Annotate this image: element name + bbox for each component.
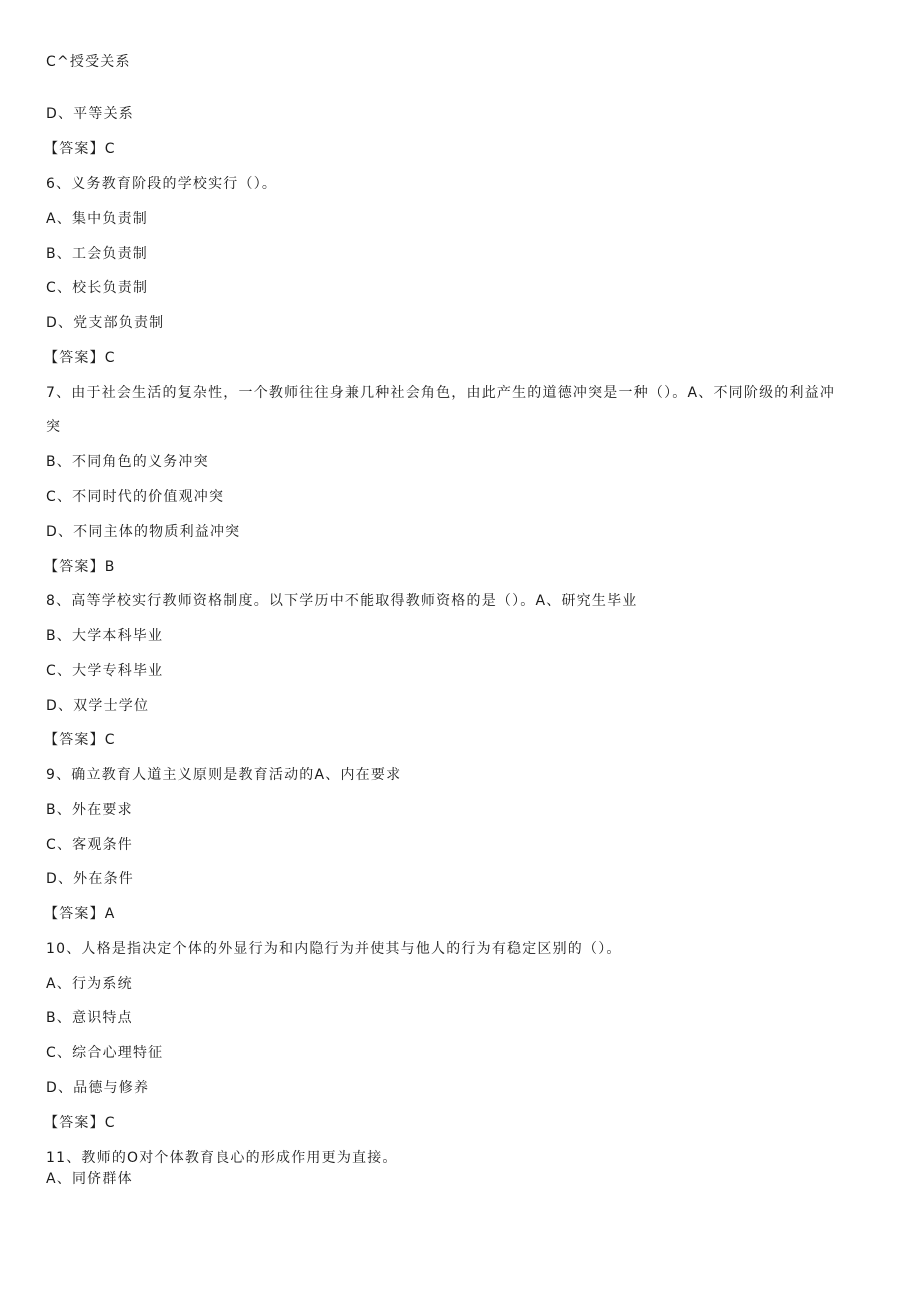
answer-line: 【答案】A xyxy=(44,906,116,922)
answer-line: 【答案】C xyxy=(44,350,116,366)
question-line: 7、由于社会生活的复杂性，一个教师往往身兼几种社会角色，由此产生的道德冲突是一种（）。A、不同阶级的利益冲 xyxy=(46,385,836,401)
answer-line: 【答案】C xyxy=(44,732,116,748)
option-line: A、行为系统 xyxy=(46,976,133,992)
option-line: C、不同时代的价值观冲突 xyxy=(46,489,225,505)
option-line: D、双学士学位 xyxy=(46,698,150,714)
option-line: B、意识特点 xyxy=(46,1010,133,1026)
option-line: A、集中负责制 xyxy=(46,211,148,227)
option-line: C^授受关系 xyxy=(46,54,131,70)
question-line: 8、高等学校实行教师资格制度。以下学历中不能取得教师资格的是（）。A、研究生毕业 xyxy=(46,593,638,609)
question-line: 11、教师的O对个体教育良心的形成作用更为直接。 xyxy=(46,1150,398,1166)
answer-line: 【答案】B xyxy=(44,559,116,575)
question-line: 9、确立教育人道主义原则是教育活动的A、内在要求 xyxy=(46,767,402,783)
option-line: C、大学专科毕业 xyxy=(46,663,164,679)
answer-line: 【答案】C xyxy=(44,141,116,157)
option-line: B、不同角色的义务冲突 xyxy=(46,454,209,470)
option-line: B、外在要求 xyxy=(46,802,133,818)
option-line: A、同侪群体 xyxy=(46,1171,133,1187)
option-line: D、平等关系 xyxy=(46,106,134,122)
question-line: 6、义务教育阶段的学校实行（）。 xyxy=(46,176,278,192)
answer-line: 【答案】C xyxy=(44,1115,116,1131)
question-continuation-line: 突 xyxy=(46,419,62,435)
option-line: C、综合心理特征 xyxy=(46,1045,164,1061)
option-line: D、党支部负责制 xyxy=(46,315,165,331)
option-line: D、不同主体的物质利益冲突 xyxy=(46,524,241,540)
option-line: B、工会负责制 xyxy=(46,246,149,262)
question-line: 10、人格是指决定个体的外显行为和内隐行为并使其与他人的行为有稳定区别的（）。 xyxy=(46,941,622,957)
option-line: C、客观条件 xyxy=(46,837,133,853)
option-line: D、品德与修养 xyxy=(46,1080,150,1096)
option-line: C、校长负责制 xyxy=(46,280,149,296)
option-line: B、大学本科毕业 xyxy=(46,628,164,644)
option-line: D、外在条件 xyxy=(46,871,134,887)
